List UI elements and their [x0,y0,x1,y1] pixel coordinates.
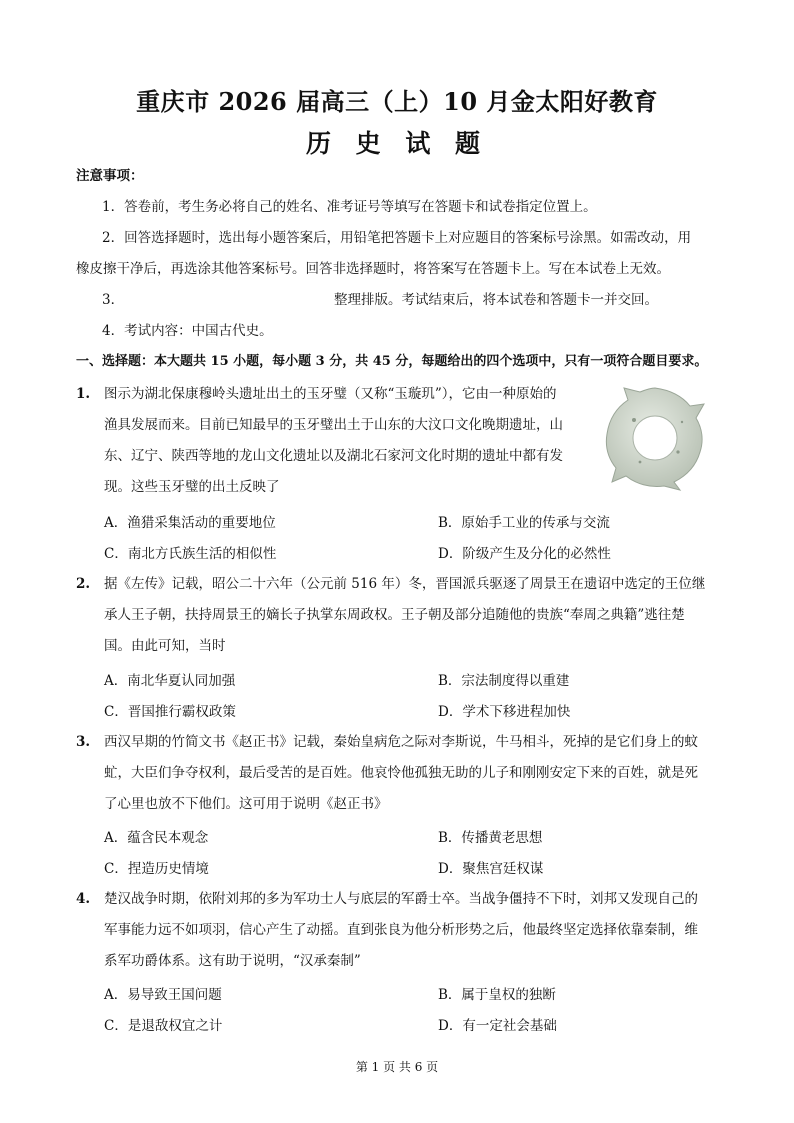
option-c: C．南北方氏族生活的相似性 [104,546,277,562]
question-1-line-2: 渔具发展而来。目前已知最早的玉牙璧出土于山东的大汶口文化晚期遗址，山 [104,417,563,433]
question-2-line-2: 承人王子朝，扶持周景王的嫡长子执掌东周政权。王子朝及部分追随他的贵族“奉周之典籍”逃往楚 [104,607,685,623]
question-1-line-3: 东、辽宁、陕西等地的龙山文化遗址以及湖北石家河文化时期的遗址中都有发 [104,448,563,464]
jade-bi-image [600,382,710,492]
notice-heading: 注意事项： [76,168,144,184]
question-2-line-1: 据《左传》记载，昭公二十六年（公元前 516 年）冬，晋国派兵驱逐了周景王在遗诏中选定的王位继 [104,576,706,592]
option-a: A．渔猎采集活动的重要地位 [104,515,276,531]
option-b: B．原始手工业的传承与交流 [438,515,610,531]
option-c: C．是退敌权宜之计 [104,1018,223,1034]
notice-item-4: 4．考试内容：中国古代史。 [102,323,273,339]
question-3-line-3: 了心里也放不下他们。这可用于说明《赵正书》 [104,796,388,812]
question-1-line-4: 现。这些玉牙璧的出土反映了 [104,479,280,495]
question-number: 4. [76,891,91,907]
option-d: D．学术下移进程加快 [438,704,571,720]
exam-title: 重庆市 2026 届高三（上）10 月金太阳好教育 [136,87,658,116]
option-d: D．聚焦宫廷权谋 [438,861,544,877]
notice-item-3-number: 3． [102,292,125,308]
notice-item-1: 1．答卷前，考生务必将自己的姓名、准考证号等填写在答题卡和试卷指定位置上。 [102,199,597,215]
notice-item-2-line-2: 橡皮擦干净后，再选涂其他答案标号。回答非选择题时，将答案写在答题卡上。写在本试卷上无效。 [76,261,670,277]
question-3-line-2: 虻，大臣们争夺权利，最后受苦的是百姓。他哀怜他孤独无助的儿子和刚刚安定下来的百姓，就是死 [104,765,698,781]
option-c: C．晋国推行霸权政策 [104,704,236,720]
option-d: D．有一定社会基础 [438,1018,557,1034]
option-c: C．捏造历史情境 [104,861,209,877]
notice-item-3-text: 整理排版。考试结束后，将本试卷和答题卡一并交回。 [334,292,658,308]
question-4-line-2: 军事能力远不如项羽，信心产生了动摇。直到张良为他分析形势之后，他最终坚定选择依靠秦制，维 [104,922,698,938]
question-number: 3. [76,734,91,750]
option-d: D．阶级产生及分化的必然性 [438,546,611,562]
question-1-line-1: 图示为湖北保康穆岭头遗址出土的玉牙璧（又称“玉璇玑”），它由一种原始的 [104,386,557,402]
page-footer: 第 1 页 共 6 页 [355,1060,439,1074]
question-number: 2. [76,576,91,592]
section-heading: 一、选择题：本大题共 15 小题，每小题 3 分，共 45 分，每题给出的四个选项中，只有一项符合题目要求。 [76,354,708,369]
question-number: 1. [76,386,91,402]
notice-item-2-line-1: 2．回答选择题时，选出每小题答案后，用铅笔把答题卡上对应题目的答案标号涂黑。如需改动，用 [102,230,692,246]
option-b: B．宗法制度得以重建 [438,673,570,689]
question-4-line-1: 楚汉战争时期，依附刘邦的多为军功士人与底层的军爵士卒。当战争僵持不下时，刘邦又发现自己的 [104,891,698,907]
question-4-line-3: 系军功爵体系。这有助于说明，“汉承秦制” [104,953,361,969]
option-a: A．南北华夏认同加强 [104,673,236,689]
option-b: B．传播黄老思想 [438,830,543,846]
exam-subject-title: 历 史 试 题 [305,129,489,158]
question-2-line-3: 国。由此可知，当时 [104,638,226,654]
option-a: A．蕴含民本观念 [104,830,209,846]
option-a: A．易导致王国问题 [104,987,222,1003]
question-3-line-1: 西汉早期的竹简文书《赵正书》记载，秦始皇病危之际对李斯说，牛马相斗，死掉的是它们身上的蚊 [104,734,698,750]
option-b: B．属于皇权的独断 [438,987,556,1003]
